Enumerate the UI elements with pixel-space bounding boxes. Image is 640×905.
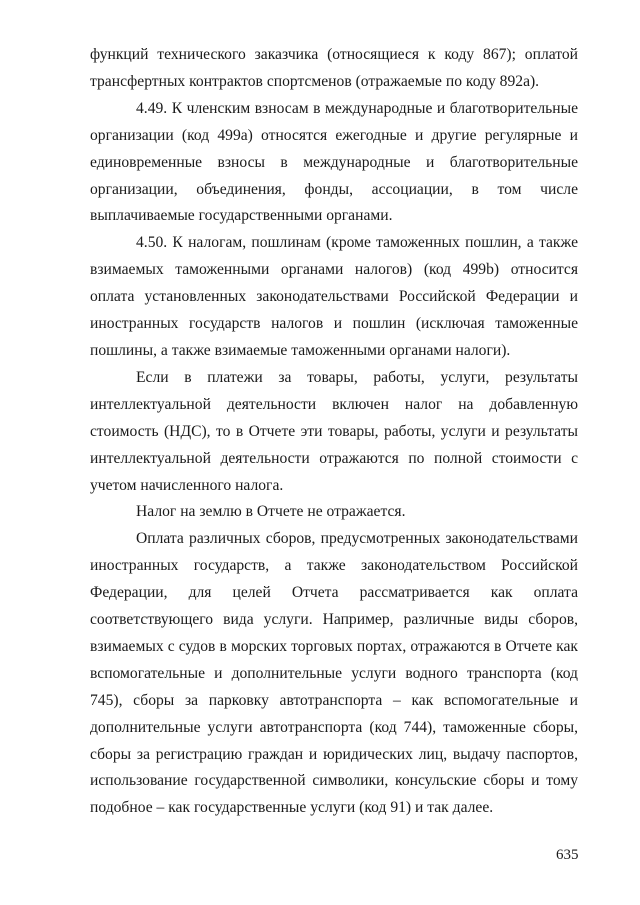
paragraph-land-tax: Налог на землю в Отчете не отражается. [136,503,406,521]
body-text [90,42,578,822]
paragraph-continuation: функций технического заказчика (относящиеся к коду 867); оплатой трансфертных контрактов спортсменов (отражаемые по коду 892а). [90,46,578,90]
paragraph-4-50: 4.50. К налогам, пошлинам (кроме таможенных пошлин, а также взимаемых таможенными органами налогов) (код 499b) относится оплата установленных законодательствами Российской Федерации и иностранных государств налогов и пошлин (исключая таможенные пошлины, а также взимаемые таможенными органами налоги). [90,234,578,359]
paragraph-4-49: 4.49. К членским взносам в международные и благотворительные организации (код 499а) относятся ежегодные и другие регулярные и единовременные взносы в международные и благотворительные организации, объединения, фонды, ассоциации, в том числе выплачиваемые государственными органами. [90,99,578,225]
paragraph-fees: Оплата различных сборов, предусмотренных законодательствами иностранных государств, а также законодательством Российской Федерации, для целей Отчета рассматривается как оплата соответствующего вида услуги. Например, различные виды сборов, взимаемых с судов в морских торговых портах, отражаются в Отчете как вспомогательные и дополнительные услуги водного транспорта (код 745), сборы за парковку автотранспорта – как вспомогательные и дополнительные услуги автотранспорта (код 744), таможенные сборы, сборы за регистрацию граждан и юридических лиц, выдачу паспортов, использование государственной символики, консульские сборы и тому подобное – как государственные услуги (код 91) и так далее. [90,530,578,817]
paragraph-vat: Если в платежи за товары, работы, услуги, результаты интеллектуальной деятельности включен налог на добавленную стоимость (НДС), то в Отчете эти товары, работы, услуги и результаты интеллектуальной деятельности отражаются по полной стоимости с учетом начисленного налога. [90,368,578,494]
page-number: 635 [556,847,579,863]
